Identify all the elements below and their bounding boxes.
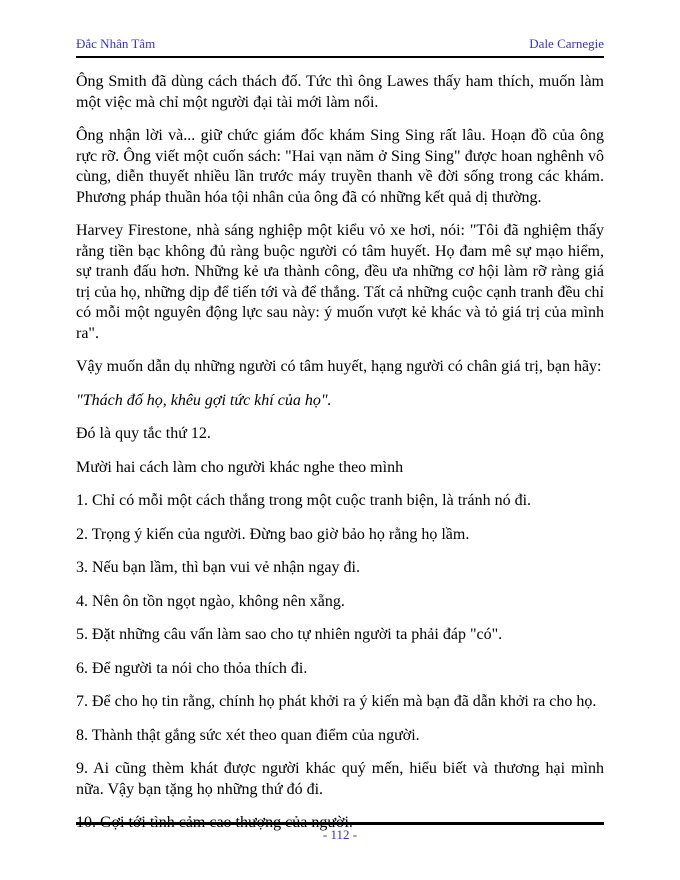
paragraph-lead-in: Vậy muốn dẫn dụ những người có tâm huyết, hạng người có chân giá trị, bạn hãy: xyxy=(76,358,602,375)
paragraph-smith-challenge: Ông Smith đã dùng cách thách đố. Tức thì ông Lawes thấy ham thích, muốn làm một việc mà chỉ một người đại tài mới làm nổi. xyxy=(76,73,604,111)
header-book-title: Đắc Nhân Tâm xyxy=(76,36,156,51)
page-header xyxy=(76,36,604,58)
list-item-3: 3. Nếu bạn lầm, thì bạn vui vẻ nhận ngay đi. xyxy=(76,559,360,576)
page-number: - 112 - xyxy=(322,827,358,842)
paragraph-harvey-firestone: Harvey Firestone, nhà sáng nghiệp một kiểu vỏ xe hơi, nói: "Tôi đã nghiệm thấy rằng tiền bạc không đủ ràng buộc người có tâm huyết. Họ đam mê sự mạo hiểm, sự tranh đấu hơn. Những kẻ ưa thành công, đều ưa những cơ hội làm rỡ ràng giá trị của họ, những dịp để tiến tới và để thắng. Tất cả những cuộc cạnh tranh đều chỉ có mỗi một nguyên động lực sau này: ý muốn vượt kẻ khác và tỏ giá trị của mình ra". xyxy=(76,222,604,342)
list-item-9: 9. Ai cũng thèm khát được người khác quý mến, hiểu biết và thương hại mình nữa. Vậy bạn tặng họ những thứ đó đi. xyxy=(76,760,604,798)
list-item-5: 5. Đặt những câu vấn làm sao cho tự nhiên người ta phải đáp "có". xyxy=(76,626,503,643)
rule-number-statement: Đó là quy tắc thứ 12. xyxy=(76,425,211,442)
header-author: Dale Carnegie xyxy=(529,36,604,51)
list-item-1: 1. Chỉ có mỗi một cách thắng trong một cuộc tranh biện, là tránh nó đi. xyxy=(76,492,532,509)
list-item-2: 2. Trọng ý kiến của người. Đừng bao giờ bảo họ rằng họ lầm. xyxy=(76,525,470,543)
list-item-7: 7. Để cho họ tin rằng, chính họ phát khởi ra ý kiến mà bạn đã dẫn khởi ra cho họ. xyxy=(76,693,597,710)
paragraph-sing-sing: Ông nhận lời và... giữ chức giám đốc khám Sing Sing rất lâu. Hoạn đồ của ông rực rỡ. Ông viết một cuốn sách: "Hai vạn năm ở Sing Sing" được hoan nghênh vô cùng, diễn thuyết nhiều lần trước máy truyền thanh về đời sống trong các khám. Phương pháp thuần hóa tội nhân của ông đã có những kết quả dị thường. xyxy=(76,127,604,206)
page-content xyxy=(76,72,604,847)
rule-quote: "Thách đố họ, khêu gợi tức khí của họ". xyxy=(76,391,332,409)
page-footer xyxy=(76,822,604,843)
list-item-10: 10. Gợi tới tình cảm cao thượng của người. xyxy=(76,814,353,831)
list-item-6: 6. Để người ta nói cho thỏa thích đi. xyxy=(76,659,308,677)
list-item-4: 4. Nên ôn tồn ngọt ngào, không nên xẵng. xyxy=(76,592,345,610)
section-title-twelve-ways: Mười hai cách làm cho người khác nghe theo mình xyxy=(76,458,404,476)
list-item-8: 8. Thành thật gắng sức xét theo quan điểm của người. xyxy=(76,726,420,744)
